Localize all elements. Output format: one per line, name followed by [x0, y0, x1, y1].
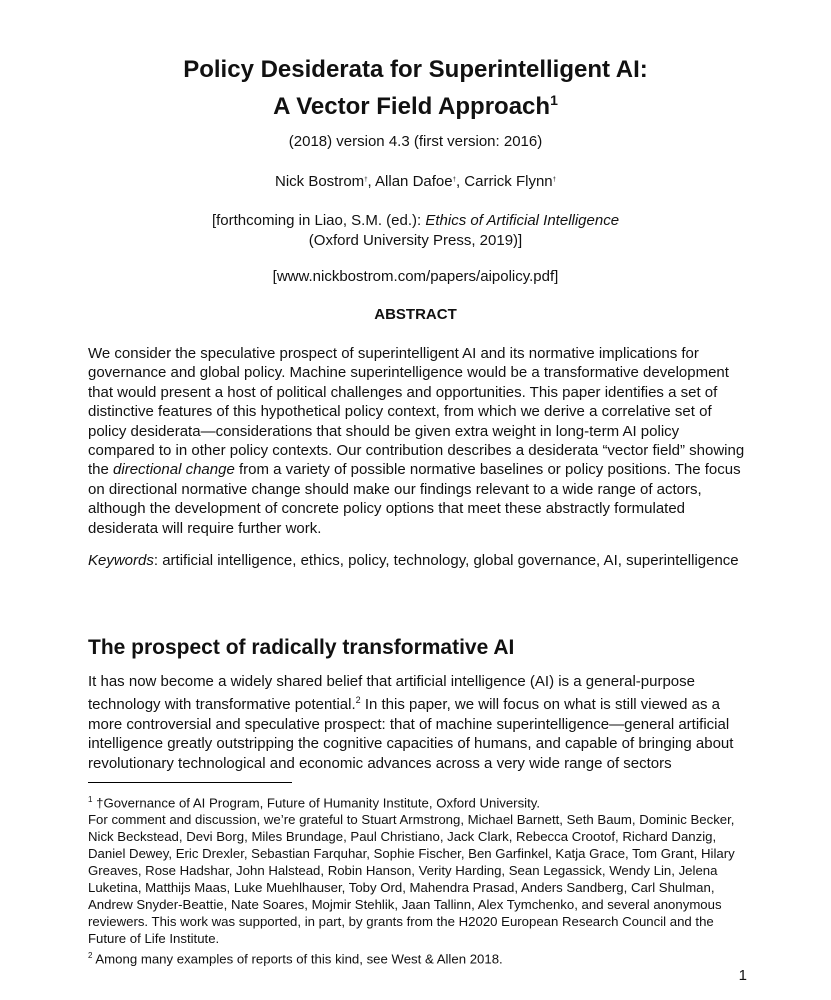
footnote-mark: 1	[88, 795, 93, 804]
title-footnote-mark: 1	[550, 92, 558, 108]
title-line-2-text: A Vector Field Approach	[273, 93, 551, 120]
footnotes	[88, 791, 753, 968]
paper-url: [www.nickbostrom.com/papers/aipolicy.pdf]	[272, 268, 559, 285]
abstract-text-part-1: We consider the speculative prospect of superintelligent AI and its normative implications for governance and global policy. Machine superintelligence would be a transformative development that would present a host of political challenges and opportunities. This paper identifies a set of distinctive features of this hypothetical policy context, from which we derive a correlative set of policy desiderata—considerations that should be given extra weight in long-term AI policy compared to in other policy contexts. Our contribution describes a desiderata “vector field” showing the	[88, 345, 745, 479]
author-name: Carrick Flynn	[464, 173, 553, 190]
version-line: (2018) version 4.3 (first version: 2016)	[288, 133, 543, 150]
keywords-label: Keywords	[88, 552, 154, 569]
footnote-2	[88, 947, 753, 967]
publication-note-line-2: (Oxford University Press, 2019)]	[308, 232, 523, 249]
section-text-part-2: In this paper, we will focus on what is still viewed as a more controversial and speculative prospect: that of machine superintelligence—general artificial intelligence greatly outstripping the cognitive capacities of humans, and capable of bringing about revolutionary technological and economic advances across a very wide range of sectors	[88, 696, 734, 772]
footnote-text: Among many examples of reports of this kind, see West & Allen 2018.	[92, 951, 503, 967]
book-title: Ethics of Artificial Intelligence	[425, 212, 620, 229]
page-number: 1	[738, 967, 747, 984]
footnote-text: For comment and discussion, we’re grateful to Stuart Armstrong, Michael Barnett, Seth Baum, Dominic Becker, Nick Beckstead, Devi Borg, Miles Brundage, Paul Christiano, Jack Clark, Rebecca Crootof, Richard Danzig, Daniel Dewey, Eric Drexler, Sebastian Farquhar, Sophie Fischer, Ben Garfinkel, Katja Grace, Tom Grant, Hilary Greaves, Rose Hadshar, John Halstead, Robin Hanson, Verity Harding, Sean Legassick, Wendy Lin, Jelena Luketina, Matthijs Maas, Luke Muehlhauser, Toby Ord, Mahendra Prasad, Anders Sandberg, Carl Shulman, Andrew Snyder-Beattie, Nate Soares, Mojmir Stehlik, Jaan Tallinn, Alex Tymchenko, and several anonymous reviewers. This work was supported, in part, by grants from the H2020 European Research Council and the Future of Life Institute.	[88, 812, 735, 947]
abstract-text	[88, 344, 748, 538]
author-list: Nick Bostrom†, Allan Dafoe†, Carrick Flynn†	[275, 173, 556, 190]
paper-title	[0, 55, 831, 122]
footnote-text: †Governance of AI Program, Future of Humanity Institute, Oxford University.	[92, 795, 541, 811]
author-mark: †	[552, 177, 556, 183]
footnote-mark: 2	[88, 951, 93, 961]
publication-note-line-1	[0, 211, 831, 231]
abstract-heading: ABSTRACT	[374, 306, 457, 323]
section-heading: The prospect of radically transformative AI	[88, 636, 515, 659]
publication-note	[0, 211, 831, 251]
author-name: Nick Bostrom	[275, 173, 365, 190]
title-line-1: Policy Desiderata for Superintelligent AI:	[183, 56, 648, 83]
abstract-emphasis: directional change	[113, 461, 235, 479]
footnote-1	[88, 791, 753, 811]
author-mark: †	[364, 177, 368, 183]
author-mark: †	[452, 177, 456, 183]
keywords	[88, 551, 748, 570]
section-text-part-1: It has now become a widely shared belief that artificial intelligence (AI) is a general-purpose technology with transformative potential.	[88, 673, 695, 714]
footnote-1-continued	[88, 811, 753, 947]
publication-prefix: [forthcoming in Liao, S.M. (ed.):	[211, 212, 426, 229]
section-paragraph	[88, 672, 748, 773]
title-line-2	[0, 85, 831, 122]
keywords-list: : artificial intelligence, ethics, policy, technology, global governance, AI, superintelligence	[153, 552, 739, 569]
author-name: Allan Dafoe	[375, 173, 453, 190]
abstract-text-part-2: from a variety of possible normative baselines or policy positions. The focus on directional normative change should make our findings relevant to a wide range of actors, although the development of concrete policy options that meet these abstractly formulated desiderata will require further work.	[88, 461, 741, 537]
footnote-separator	[88, 782, 292, 783]
footnote-ref-2: 2	[355, 695, 361, 706]
